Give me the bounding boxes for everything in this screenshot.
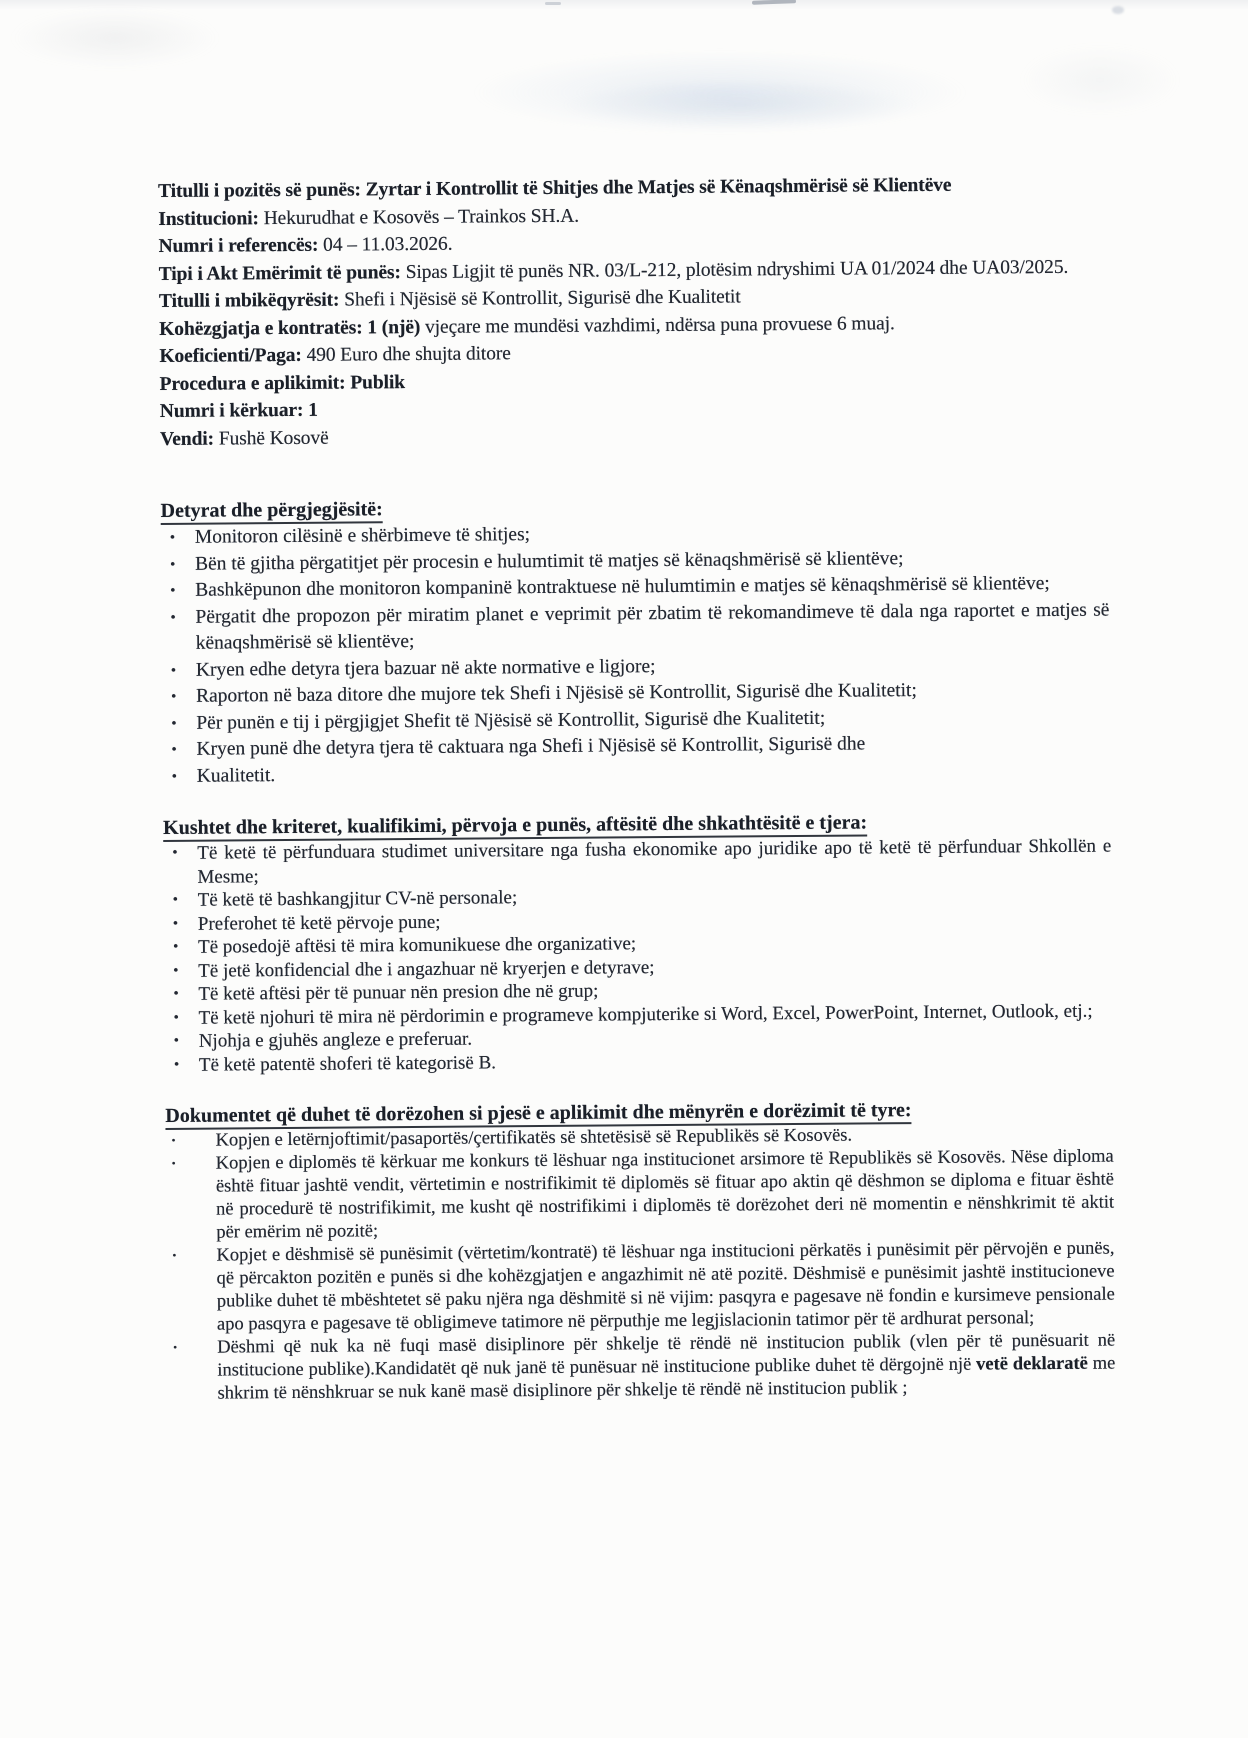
- item-text: [195, 573, 1050, 601]
- text-segment: 490 Euro dhe shujta ditore: [306, 343, 511, 366]
- scan-artifact-bleedthrough: [470, 50, 970, 135]
- item-text: [215, 1126, 852, 1151]
- scan-artifact-bleedthrough: [1020, 45, 1180, 115]
- scan-artifact-dash: [752, 0, 796, 5]
- bullet-icon: •: [173, 1032, 180, 1049]
- bullet-icon: •: [172, 915, 179, 932]
- item-text: [196, 656, 656, 681]
- text-segment: Monitoron cilësinë e shërbimeve të shitjes;: [194, 524, 531, 548]
- bullet-icon: •: [171, 768, 178, 785]
- bullet-icon: •: [172, 844, 178, 861]
- text-segment: Të ketë të bashkangjitur CV-në personale;: [197, 887, 518, 911]
- text-segment: Bën të gjitha përgatitjet për procesin e hulumtimit të matjes së kënaqshmërisë së klientëve;: [194, 547, 904, 575]
- bullet-icon: •: [169, 556, 176, 573]
- text-segment: Bashkëpunon dhe monitoron kompaninë kontraktuese në hulumtimin e matjes së kënaqshmërisë së klientëve;: [195, 573, 1050, 601]
- scan-artifact-smudge: [10, 8, 220, 68]
- text-segment: Fushë Kosovë: [218, 427, 329, 450]
- text-segment: Të ketë patentë shoferi të kategorisë B.: [198, 1051, 497, 1076]
- document-content: [158, 171, 1116, 1406]
- text-segment: Kopjet e dëshmisë së punësimit (vërtetim/kontratë) të lëshuar nga institucioni përkatës i punësimit për përvojën e punës, që përcakton pozitën e punës si dhe kohëzgjatjen e angazhimit në atë pozitë. Dëshmisë e punësimit jashtë institucioneve publike duhet të mbështetet së paku njëra nga dëshmitë si në vijim: pasqyra e pagesave në fondin e kursimeve pensionale apo pasqyra e pagesave të obligimeve tatimore në përputhje me legjislacionin tatimor për të ardhurat personal;: [216, 1238, 1115, 1335]
- text-segment: Dëshmi që nuk ka në fuqi masë disiplinore për shkelje të rëndë në institucion publik (vlen për të punësuarit në institucione publike).Kandidatët që nuk janë të punësuar në institucione publike duhet të dërgojnë një: [217, 1330, 1116, 1381]
- text-segment: Të posedojë aftësi të mira komunikuese dhe organizative;: [197, 933, 637, 958]
- scan-artifact-bleedthrough: [560, 80, 920, 130]
- bullet-icon: •: [171, 688, 177, 705]
- text-segment: Titulli i pozitës së punës:: [158, 179, 366, 202]
- text-segment: Hekurudhat e Kosovës – Trainkos SH.A.: [263, 205, 580, 229]
- item-text: [216, 1239, 1114, 1335]
- text-segment: me shkrim të nënshkruar se nuk kanë masë disiplinore për shkelje të rëndë në institucion publik ;: [217, 1353, 1116, 1404]
- item-text: [195, 548, 904, 575]
- item-text: [195, 524, 530, 548]
- section-2: [163, 808, 1113, 1077]
- text-segment: Të ketë aftësi për të punuar nën presion dhe në grup;: [198, 980, 599, 1005]
- item-text: [198, 911, 441, 934]
- text-segment: vjeçare me mundësi vazhdimi, ndërsa puna provuese 6 muaj.: [424, 312, 895, 338]
- text-segment: Sipas Ligjit të punës NR. 03/L-212, plotësim ndryshimi UA 01/2024 dhe UA03/2025.: [405, 256, 1069, 283]
- text-segment: Preferohet të ketë përvoje pune;: [197, 911, 441, 935]
- text-segment: Të ketë njohuri të mira në përdorimin e programeve kompjuterike si Word, Excel, PowerPoint, Internet, Outlook, etj.;: [198, 1000, 1093, 1029]
- text-segment: Kopjen e diplomës të kërkuar me konkurs të lëshuar nga institucionet arsimore të Republikës së Kosovës. Nëse diploma është fituar jashtë vendit, vërtetimin e nostrifikimit të diplomës së fituar apo aktin që dëshmon se diploma e fituar është në procedurë të nostrifikimit, me kusht që nostrifikimi i diplomës të dorëzohet deri në momentin e nënshkrimit të aktit për emërim në pozitë;: [215, 1146, 1115, 1243]
- text-segment: Vendi:: [159, 428, 219, 450]
- section-title-text: Detyrat dhe përgjegjësitë:: [161, 498, 383, 525]
- bullet-icon: •: [171, 1157, 176, 1170]
- item-text: [196, 733, 865, 759]
- text-segment: Shefi i Njësisë së Kontrollit, Sigurisë dhe Kualitetit: [344, 286, 741, 311]
- text-segment: Kualitetit.: [196, 764, 276, 787]
- text-segment: Përgatit dhe propozon për miratim planet e veprimit për zbatim të rekomandimeve të dala nga raportet e matjes së kënaqshmërisë së klientëve;: [195, 599, 1110, 654]
- item-text: [196, 680, 917, 707]
- text-segment: Numri i referencës:: [158, 234, 324, 257]
- text-segment: Tipi i Akt Emërimit të punës:: [158, 261, 406, 285]
- bullet-icon: •: [171, 1134, 176, 1147]
- bullet-icon: •: [173, 1056, 180, 1073]
- item-text: [198, 981, 598, 1005]
- bullet-icon: •: [172, 891, 178, 908]
- text-segment: Kryen punë dhe detyra tjera të caktuara nga Shefi i Njësisë së Kontrollit, Sigurisë dhe: [196, 733, 866, 760]
- bullet-icon: •: [169, 529, 176, 546]
- item-text: [217, 1331, 1115, 1404]
- list-item: [167, 1330, 1116, 1406]
- text-segment: Institucioni:: [158, 207, 264, 230]
- item-text: [197, 765, 276, 787]
- section-title-text: Dokumentet që duhet të dorëzohen si pjesë e aplikimit dhe mënyrën e dorëzimit të tyre:: [165, 1099, 911, 1130]
- bullet-icon: •: [170, 609, 176, 626]
- text-segment: Të ketë të përfunduara studimet universitare nga fusha ekonomike apo juridike apo të ketë të përfunduar Shkollën e Mesme;: [197, 835, 1112, 888]
- text-segment: Kohëzgjatja e kontratës: 1 (një): [159, 316, 426, 340]
- item-text: [199, 1029, 472, 1052]
- bullet-icon: •: [173, 1009, 179, 1026]
- item-text: [195, 599, 1109, 654]
- item-text: [197, 836, 1111, 888]
- text-segment: Koeficienti/Paga:: [159, 344, 307, 367]
- list-item: [166, 1238, 1115, 1337]
- scan-artifact-speck: [545, 2, 561, 5]
- bullet-icon: •: [173, 985, 179, 1002]
- text-segment: Zyrtar i Kontrollit të Shitjes dhe Matjes së Kënaqshmërisë së Klientëve: [365, 174, 952, 201]
- text-segment: Kryen edhe detyra tjera bazuar në akte normative e ligjore;: [195, 655, 656, 681]
- scan-artifact-speck: [1112, 6, 1124, 14]
- section-item-list: [165, 1123, 1115, 1406]
- bullet-icon: •: [173, 962, 179, 979]
- section-3: [165, 1096, 1115, 1406]
- section-1: [161, 491, 1111, 790]
- list-item: [161, 597, 1109, 657]
- text-segment: 04 – 11.03.2026.: [323, 233, 453, 256]
- section-item-list: [163, 835, 1113, 1077]
- bullet-icon: •: [170, 662, 177, 679]
- list-item: [163, 835, 1111, 889]
- text-segment: Procedura e aplikimit: Publik: [159, 371, 406, 395]
- bullet-icon: •: [173, 1341, 178, 1354]
- scan-artifact-top-band: [0, 0, 1248, 10]
- section-title-text: Kushtet dhe kriteret, kualifikimi, përvoja e punës, aftësitë dhe shkathtësitë e tjera:: [163, 811, 867, 842]
- meta-block: [158, 171, 1108, 453]
- text-segment: vetë deklaratë: [976, 1353, 1088, 1375]
- bullet-icon: •: [172, 938, 179, 955]
- text-segment: Për punën e tij i përgjigjet Shefit të Njësisë së Kontrollit, Sigurisë dhe Kualitetit;: [196, 707, 826, 734]
- text-segment: Titulli i mbikëqyrësit:: [158, 289, 345, 312]
- bullet-icon: •: [171, 741, 177, 758]
- text-segment: Kopjen e letërnjoftimit/pasaportës/çertifikatës së shtetësisë së Republikës së Kosovës.: [215, 1125, 853, 1151]
- text-segment: Raporton në baza ditore dhe mujore tek Shefi i Njësisë së Kontrollit, Sigurisë dhe Kualitetit;: [195, 680, 917, 707]
- item-text: [198, 933, 636, 957]
- item-text: [196, 707, 825, 733]
- item-text: [216, 1147, 1114, 1243]
- item-text: [198, 957, 654, 982]
- section-item-list: [161, 518, 1111, 790]
- sections: [161, 491, 1116, 1406]
- text-segment: Numri i kërkuar: 1: [159, 399, 318, 422]
- bullet-icon: •: [172, 1249, 177, 1262]
- item-text: [199, 1052, 496, 1075]
- bullet-icon: •: [171, 715, 177, 732]
- bullet-icon: •: [170, 582, 176, 599]
- item-text: [198, 887, 518, 911]
- list-item: [166, 1146, 1115, 1245]
- text-segment: Njohja e gjuhës angleze e preferuar.: [198, 1028, 473, 1052]
- text-segment: Të jetë konfidencial dhe i angazhuar në kryerjen e detyrave;: [198, 956, 655, 982]
